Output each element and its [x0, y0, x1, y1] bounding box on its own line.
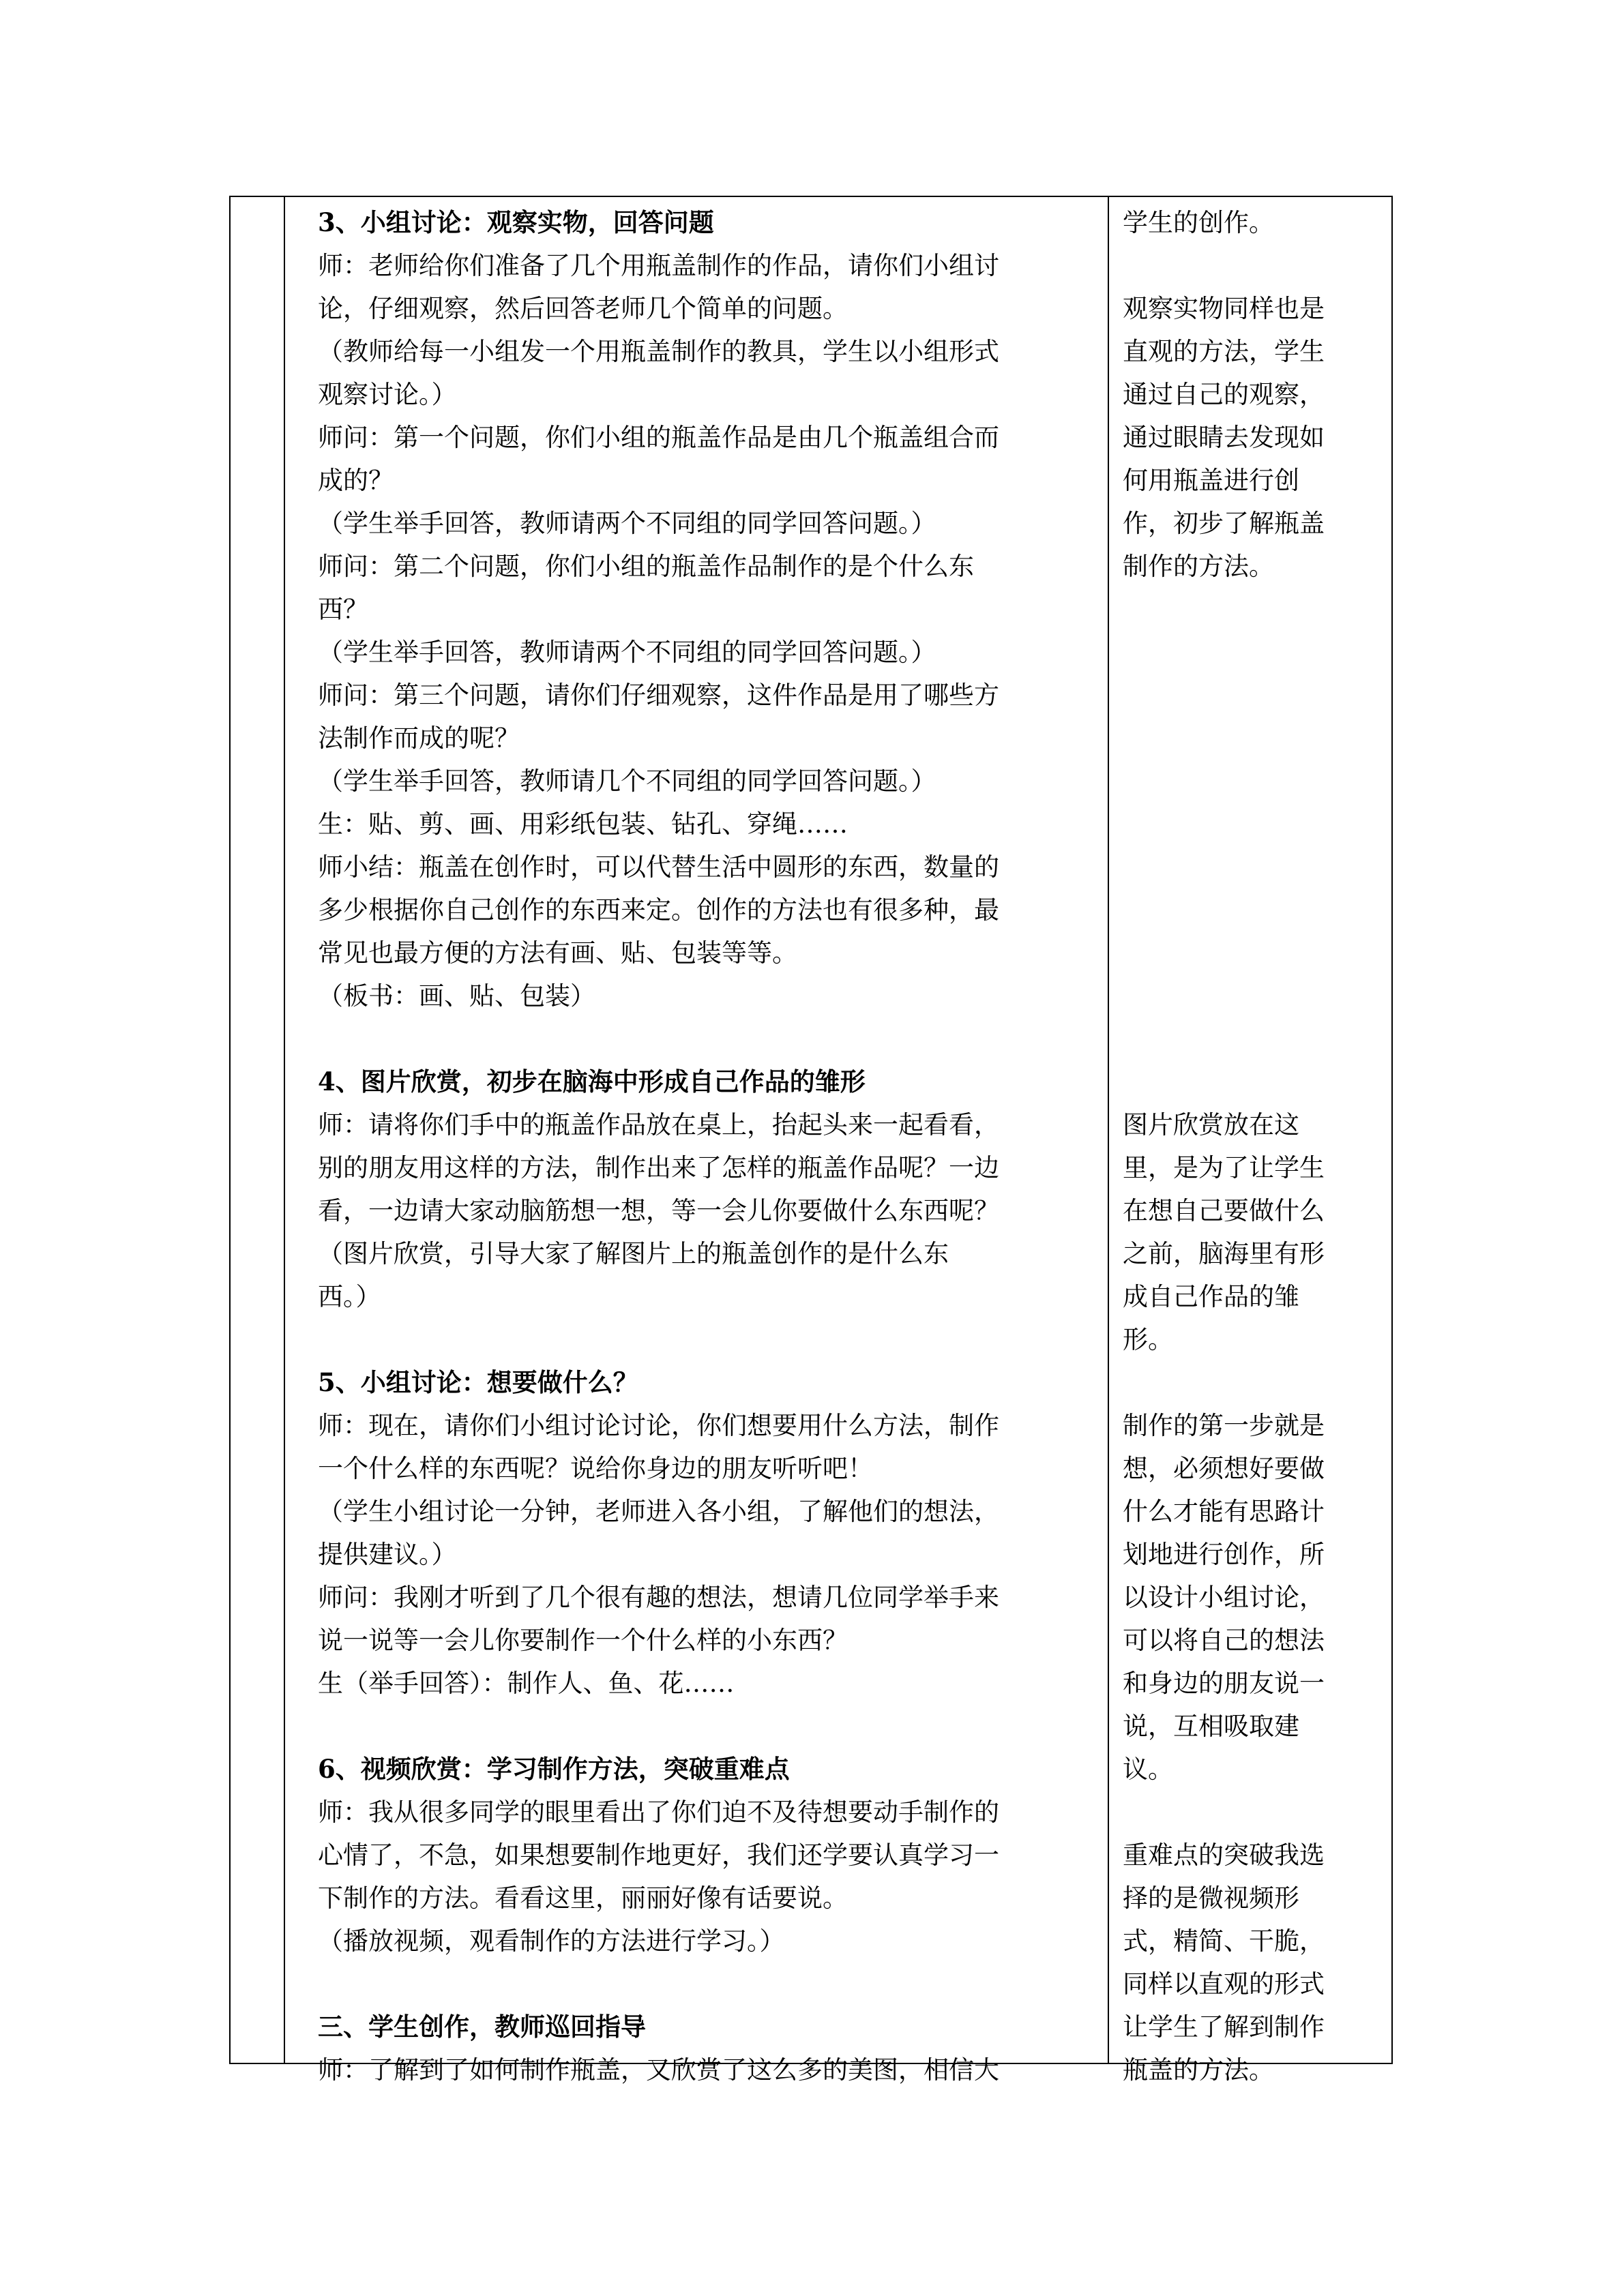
- note-line: 里，是为了让学生: [1123, 1153, 1325, 1182]
- text-line: 师问：第一个问题，你们小组的瓶盖作品是由几个瓶盖组合而: [318, 423, 999, 452]
- text-line: （播放视频，观看制作的方法进行学习。）: [318, 1926, 785, 1956]
- text-line: （教师给每一小组发一个用瓶盖制作的教具，学生以小组形式: [318, 337, 999, 366]
- text-line: 论，仔细观察，然后回答老师几个简单的问题。: [318, 294, 848, 323]
- note-line: [1123, 931, 1386, 974]
- text-line: 观察讨论。）: [318, 380, 457, 409]
- note-line: 学生的创作。: [1123, 208, 1274, 237]
- section-heading: 4、图片欣赏，初步在脑海中形成自己作品的雏形: [318, 1067, 866, 1097]
- text-line: 成的？: [318, 466, 394, 495]
- note-line: 议。: [1123, 1755, 1173, 1784]
- text-line: （图片欣赏，引导大家了解图片上的瓶盖创作的是什么东: [318, 1239, 949, 1268]
- note-line: 制作的方法。: [1123, 552, 1274, 581]
- text-line: 法制作而成的呢？: [318, 724, 520, 753]
- text-line: 看，一边请大家动脑筋想一想，等一会儿你要做什么东西呢？: [318, 1196, 999, 1225]
- text-line: 西。）: [318, 1282, 381, 1311]
- note-line: 让学生了解到制作: [1123, 2012, 1325, 2042]
- note-line: 图片欣赏放在这: [1123, 1110, 1299, 1139]
- text-line: （学生举手回答，教师请两个不同组的同学回答问题。）: [318, 638, 936, 667]
- text-line: 师：请将你们手中的瓶盖作品放在桌上，抬起头来一起看看，: [318, 1110, 999, 1139]
- note-line: [1123, 1060, 1386, 1103]
- note-line: 通过眼睛去发现如: [1123, 423, 1325, 452]
- note-line: 择的是微视频形: [1123, 1883, 1299, 1913]
- note-line: [1123, 760, 1386, 803]
- text-line: [318, 1318, 1098, 1361]
- note-line: 何用瓶盖进行创: [1123, 466, 1299, 495]
- note-line: 和身边的朋友说一: [1123, 1669, 1325, 1698]
- note-line: 想，必须想好要做: [1123, 1454, 1325, 1483]
- text-line: [318, 1017, 1098, 1060]
- text-line: （学生举手回答，教师请两个不同组的同学回答问题。）: [318, 509, 936, 538]
- text-line: 师小结：瓶盖在创作时，可以代替生活中圆形的东西，数量的: [318, 852, 999, 882]
- text-line: 西？: [318, 595, 368, 624]
- text-line: 师：老师给你们准备了几个用瓶盖制作的作品，请你们小组讨: [318, 251, 999, 280]
- note-line: [1123, 674, 1386, 717]
- note-line: 观察实物同样也是: [1123, 294, 1325, 323]
- text-line: （板书：画、贴、包装）: [318, 981, 595, 1011]
- teaching-process-column: [285, 197, 1109, 2085]
- text-line: 一个什么样的东西呢？说给你身边的朋友听听吧！: [318, 1454, 873, 1483]
- note-line: 同样以直观的形式: [1123, 1969, 1325, 1999]
- note-line: 什么才能有思路计: [1123, 1497, 1325, 1526]
- text-line: 师问：第三个问题，请你们仔细观察，这件作品是用了哪些方: [318, 681, 999, 710]
- note-line: [1123, 244, 1386, 287]
- note-line: [1123, 974, 1386, 1017]
- note-line: 说，互相吸取建: [1123, 1712, 1299, 1741]
- note-line: [1123, 588, 1386, 631]
- design-intent-column: [1109, 197, 1393, 2085]
- note-line: 在想自己要做什么: [1123, 1196, 1325, 1225]
- text-line: 常见也最方便的方法有画、贴、包装等等。: [318, 938, 797, 968]
- section-heading: 三、学生创作，教师巡回指导: [318, 2012, 646, 2042]
- note-line: [1123, 631, 1386, 674]
- note-line: 通过自己的观察，: [1123, 380, 1325, 409]
- text-line: [318, 1705, 1098, 1748]
- text-line: 生：贴、剪、画、用彩纸包装、钻孔、穿绳……: [318, 809, 848, 839]
- text-line: 下制作的方法。看看这里，丽丽好像有话要说。: [318, 1883, 848, 1913]
- text-line: 师问：第二个问题，你们小组的瓶盖作品制作的是个什么东: [318, 552, 974, 581]
- note-line: 制作的第一步就是: [1123, 1411, 1325, 1440]
- note-line: 成自己作品的雏: [1123, 1282, 1299, 1311]
- text-line: 别的朋友用这样的方法，制作出来了怎样的瓶盖作品呢？一边: [318, 1153, 999, 1182]
- text-line: 提供建议。）: [318, 1540, 457, 1569]
- text-line: 生（举手回答）：制作人、鱼、花……: [318, 1669, 735, 1698]
- text-line: 心情了，不急，如果想要制作地更好，我们还学要认真学习一: [318, 1840, 999, 1870]
- text-line: 多少根据你自己创作的东西来定。创作的方法也有很多种，最: [318, 895, 999, 925]
- left-blank-column: [231, 197, 285, 2063]
- note-line: 直观的方法，学生: [1123, 337, 1325, 366]
- note-line: 形。: [1123, 1325, 1173, 1354]
- lesson-plan-table: [229, 196, 1393, 2085]
- note-line: 式，精简、干脆，: [1123, 1926, 1325, 1956]
- text-line: 师：我从很多同学的眼里看出了你们迫不及待想要动手制作的: [318, 1798, 999, 1827]
- note-line: 可以将自己的想法: [1123, 1626, 1325, 1655]
- text-line: 师：了解到了如何制作瓶盖，又欣赏了这么多的美图，相信大: [318, 2055, 999, 2085]
- note-line: [1123, 889, 1386, 931]
- text-line: [318, 1963, 1098, 2006]
- note-line: 之前，脑海里有形: [1123, 1239, 1325, 1268]
- text-line: 师：现在，请你们小组讨论讨论，你们想要用什么方法，制作: [318, 1411, 999, 1440]
- note-line: [1123, 803, 1386, 846]
- text-line: 说一说等一会儿你要制作一个什么样的小东西？: [318, 1626, 848, 1655]
- note-line: 重难点的突破我选: [1123, 1840, 1325, 1870]
- note-line: [1123, 1361, 1386, 1404]
- text-line: 师问：我刚才听到了几个很有趣的想法，想请几位同学举手来: [318, 1583, 999, 1612]
- section-heading: 5、小组讨论：想要做什么？: [318, 1367, 638, 1397]
- note-line: [1123, 846, 1386, 889]
- note-line: [1123, 717, 1386, 760]
- note-line: 划地进行创作，所: [1123, 1540, 1325, 1569]
- note-line: 以设计小组讨论，: [1123, 1583, 1325, 1612]
- text-line: （学生举手回答，教师请几个不同组的同学回答问题。）: [318, 766, 936, 796]
- section-heading: 6、视频欣赏：学习制作方法，突破重难点: [318, 1754, 790, 1784]
- note-line: [1123, 1791, 1386, 1834]
- note-line: 作，初步了解瓶盖: [1123, 509, 1325, 538]
- section-heading: 3、小组讨论：观察实物，回答问题: [318, 207, 714, 237]
- note-line: [1123, 1017, 1386, 1060]
- note-line: 瓶盖的方法。: [1123, 2055, 1274, 2085]
- text-line: （学生小组讨论一分钟，老师进入各小组，了解他们的想法，: [318, 1497, 999, 1526]
